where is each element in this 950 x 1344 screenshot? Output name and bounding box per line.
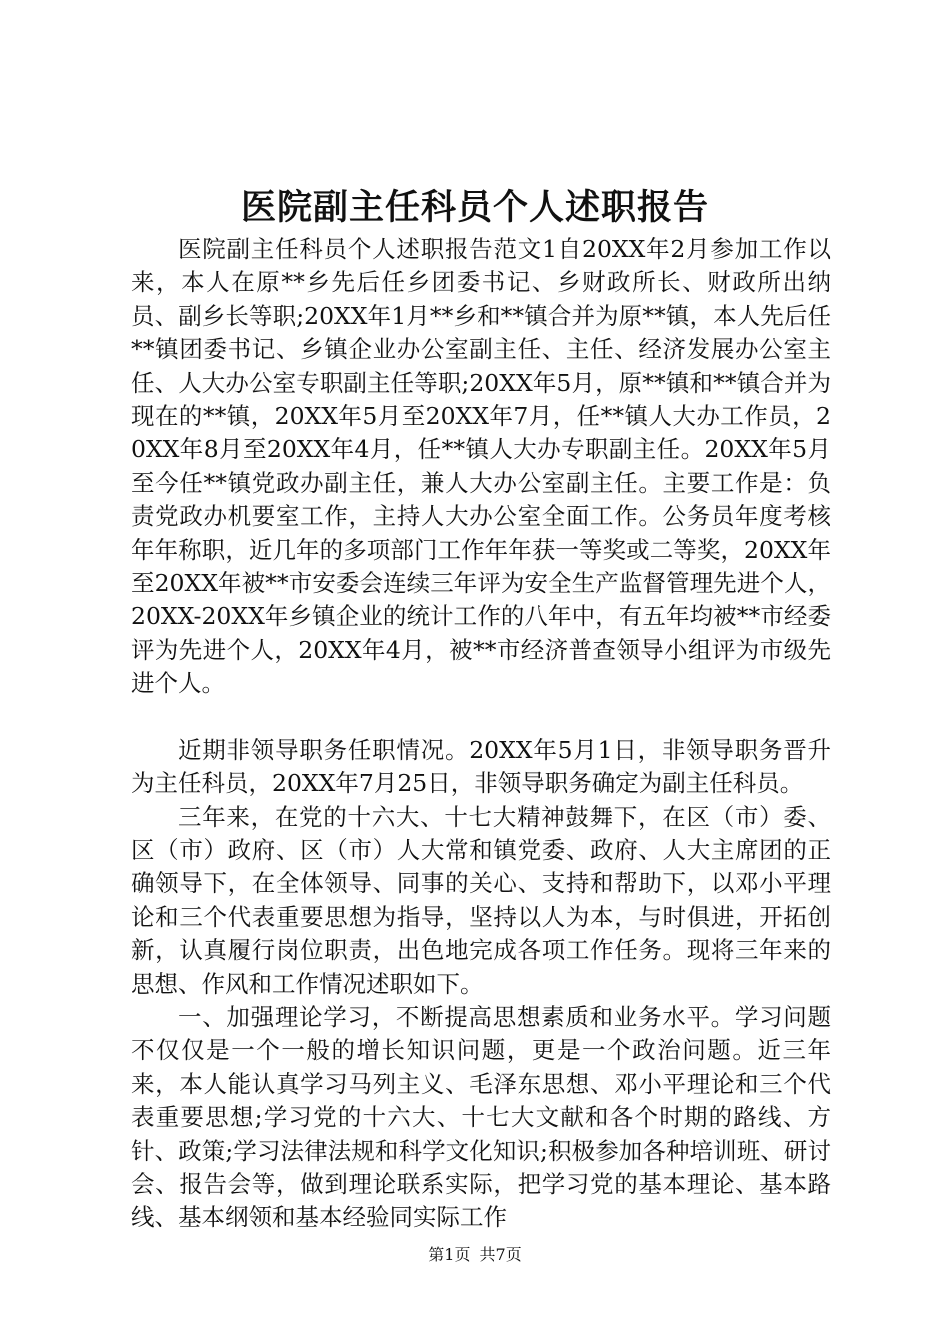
paragraph-1: 医院副主任科员个人述职报告范文1自20XX年2月参加工作以来，本人在原**乡先后任乡团委书记、乡财政所长、财政所出纳员、副乡长等职;20XX年1月**乡和**镇合并为原**镇，本人先后任**镇团委书记、乡镇企业办公室副主任、主任、经济发展办公室主任、人大办公室专职副主任等职;20XX年5月，原**镇和**镇合并为现在的**镇，20XX年5月至20XX年7月，任**镇人大办工作员，20XX年8月至20XX年4月，任**镇人大办专职副主任。20XX年5月至今任**镇党政办副主任，兼人大办公室副主任。主要工作是：负责党政办机要室工作，主持人大办公室全面工作。公务员年度考核年年称职，近几年的多项部门工作年年获一等奖或二等奖，20XX年至20XX年被**市安委会连续三年评为安全生产监督管理先进个人，20XX-20XX年乡镇企业的统计工作的八年中，有五年均被**市经委评为先进个人，20XX年4月，被**市经济普查领导小组评为市级先进个人。 [131,235,831,698]
paragraph-2: 近期非领导职务任职情况。20XX年5月1日，非领导职务晋升为主任科员，20XX年7月25日，非领导职务确定为副主任科员。 [131,735,831,798]
paragraph-3: 三年来，在党的十六大、十七大精神鼓舞下，在区（市）委、区（市）政府、区（市）人大常和镇党委、政府、人大主席团的正确领导下，在全体领导、同事的关心、支持和帮助下，以邓小平理论和三个代表重要思想为指导，坚持以人为本，与时俱进，开拓创新，认真履行岗位职责，出色地完成各项工作任务。现将三年来的思想、作风和工作情况述职如下。 [131,802,831,998]
page-number: 第1页 [428,1245,471,1264]
document-title: 医院副主任科员个人述职报告 [240,187,709,228]
document-body [131,233,831,1235]
paragraph-spacer [131,701,831,734]
page-total: 共7页 [479,1245,522,1264]
page-footer [0,1244,950,1266]
paragraph-4: 一、加强理论学习，不断提高思想素质和业务水平。学习问题不仅仅是一个一般的增长知识问题，更是一个政治问题。近三年来，本人能认真学习马列主义、毛泽东思想、邓小平理论和三个代表重要思想;学习党的十六大、十七大文献和各个时期的路线、方针、政策;学习法律法规和科学文化知识;积极参加各种培训班、研讨会、报告会等，做到理论联系实际，把学习党的基本理论、基本路线、基本纲领和基本经验同实际工作 [131,1002,831,1232]
